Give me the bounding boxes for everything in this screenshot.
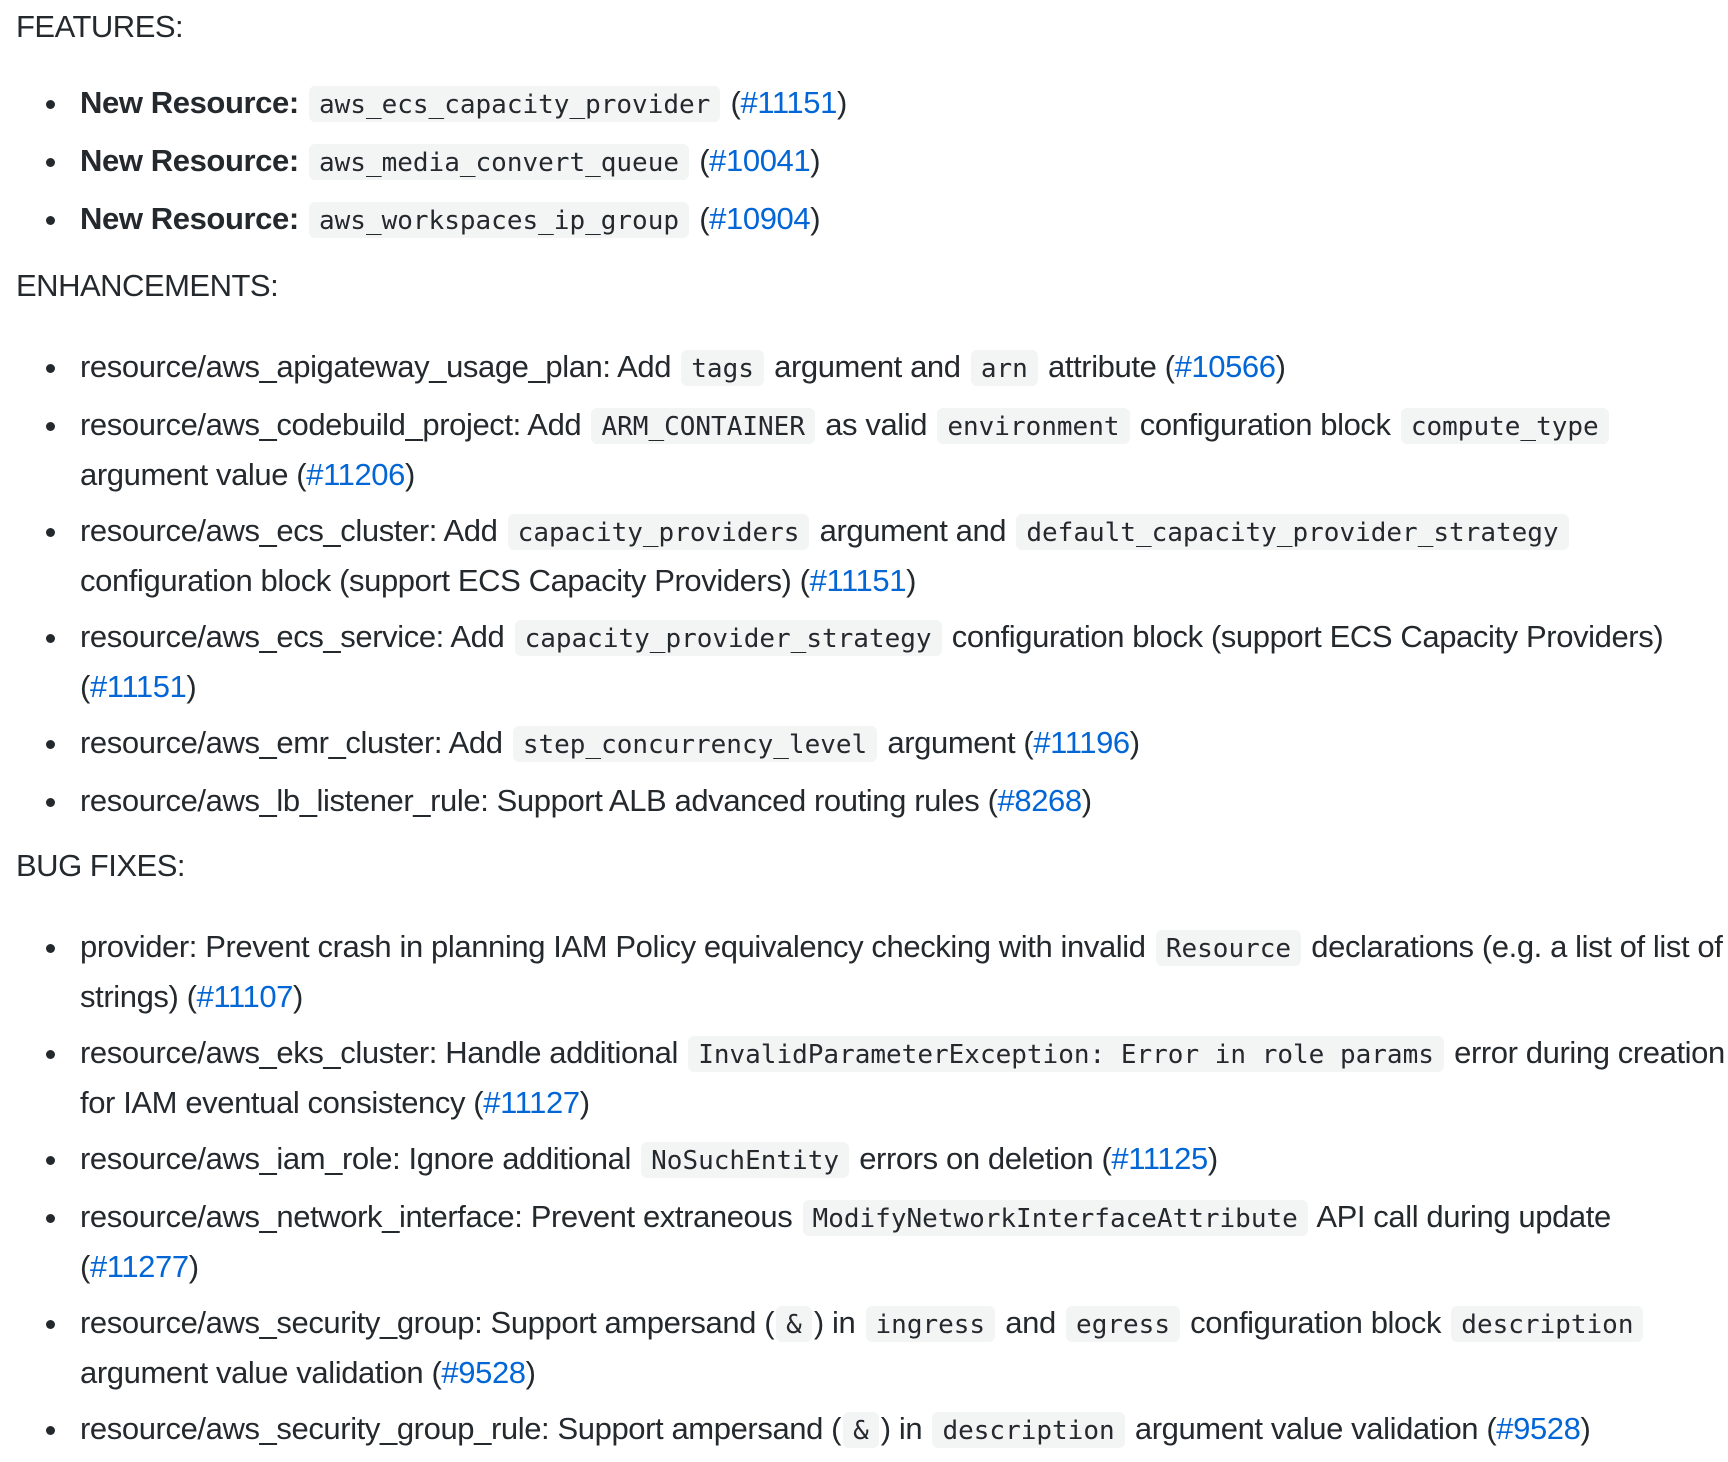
issue-link[interactable]: #9528: [1496, 1411, 1581, 1446]
new-resource-label: New Resource:: [80, 201, 299, 236]
item-text: configuration block: [1181, 1305, 1450, 1340]
item-text: configuration block: [1131, 407, 1399, 442]
inline-code: ARM_CONTAINER: [591, 408, 815, 444]
feature-item: [80, 195, 1728, 245]
item-text: resource/aws_emr_cluster: Add: [80, 725, 511, 760]
inline-code: default_capacity_provider_strategy: [1016, 514, 1568, 550]
bug-fix-item: [80, 1299, 1728, 1397]
inline-code: arn: [971, 350, 1038, 386]
new-resource-label: New Resource:: [80, 143, 299, 178]
item-text: ): [1081, 783, 1092, 818]
item-text: ): [579, 1085, 590, 1120]
item-text: argument value (: [80, 457, 307, 492]
item-text: errors on deletion (: [851, 1141, 1112, 1176]
bug-fixes-list: [16, 923, 1728, 1455]
enhancement-item: [80, 343, 1728, 393]
item-text: ): [404, 457, 415, 492]
enhancement-item: [80, 507, 1728, 605]
issue-link[interactable]: #11125: [1111, 1141, 1208, 1176]
issue-link[interactable]: #11107: [196, 979, 294, 1014]
issue-link[interactable]: #10041: [709, 143, 811, 178]
item-text: API call during update (: [80, 1199, 1611, 1284]
enhancements-list: [16, 343, 1728, 825]
item-text: ): [188, 1249, 199, 1284]
item-text: ): [906, 563, 916, 598]
paren-open: (: [730, 85, 741, 120]
item-text: argument and: [765, 349, 969, 384]
item-text: argument (: [879, 725, 1034, 760]
inline-code: ModifyNetworkInterfaceAttribute: [803, 1200, 1308, 1236]
item-text: ): [525, 1355, 536, 1390]
bug-fix-item: [80, 1405, 1728, 1455]
feature-item: [80, 137, 1728, 187]
paren-close: ): [810, 143, 821, 178]
item-text: resource/aws_iam_role: Ignore additional: [80, 1141, 640, 1176]
item-text: resource/aws_security_group: Support ampersand (: [80, 1305, 775, 1340]
inline-code: compute_type: [1401, 408, 1609, 444]
item-text: configuration block (support ECS Capacity Providers) (: [80, 619, 1664, 704]
inline-code: environment: [937, 408, 1129, 444]
item-text: argument value validation (: [80, 1355, 442, 1390]
inline-code: step_concurrency_level: [513, 726, 877, 762]
item-text: resource/aws_network_interface: Prevent extraneous: [80, 1199, 801, 1234]
issue-link[interactable]: #11151: [809, 563, 907, 598]
item-text: resource/aws_security_group_rule: Support ampersand (: [80, 1411, 842, 1446]
inline-code: tags: [681, 350, 764, 386]
issue-link[interactable]: #9528: [441, 1355, 526, 1390]
inline-code: capacity_providers: [508, 514, 810, 550]
item-text: provider: Prevent crash in planning IAM Policy equivalency checking with invalid: [80, 929, 1154, 964]
paren-close: ): [836, 85, 847, 120]
item-text: ): [1275, 349, 1286, 384]
resource-code: aws_media_convert_queue: [309, 144, 689, 180]
issue-link[interactable]: #10904: [709, 201, 811, 236]
inline-code: capacity_provider_strategy: [515, 620, 942, 656]
feature-item: [80, 79, 1728, 129]
enhancement-item: [80, 777, 1728, 825]
item-text: ): [293, 979, 303, 1014]
issue-link[interactable]: #11206: [306, 457, 405, 492]
new-resource-label: New Resource:: [80, 85, 299, 120]
paren-open: (: [699, 143, 710, 178]
item-text: attribute (: [1039, 349, 1175, 384]
issue-link[interactable]: #8268: [997, 783, 1082, 818]
inline-code: &: [843, 1412, 879, 1448]
features-heading: FEATURES:: [16, 9, 184, 44]
inline-code: description: [932, 1412, 1124, 1448]
issue-link[interactable]: #10566: [1174, 349, 1276, 384]
item-text: configuration block (support ECS Capacity Providers) (: [80, 563, 810, 598]
item-text: error during creation for IAM eventual consistency (: [80, 1035, 1725, 1120]
inline-code: InvalidParameterException: Error in role params: [688, 1036, 1444, 1072]
issue-link[interactable]: #11151: [740, 85, 837, 120]
item-text: resource/aws_codebuild_project: Add: [80, 407, 590, 442]
item-text: argument and: [811, 513, 1015, 548]
bug-fix-item: [80, 1193, 1728, 1291]
paren-open: (: [699, 201, 710, 236]
item-text: and: [997, 1305, 1065, 1340]
item-text: ) in: [880, 1411, 931, 1446]
enhancement-item: [80, 613, 1728, 711]
item-text: resource/aws_eks_cluster: Handle additional: [80, 1035, 687, 1070]
bug-fixes-heading: BUG FIXES:: [16, 848, 185, 883]
issue-link[interactable]: #11277: [89, 1249, 189, 1284]
issue-link[interactable]: #11127: [483, 1085, 580, 1120]
item-text: resource/aws_ecs_cluster: Add: [80, 513, 506, 548]
resource-code: aws_ecs_capacity_provider: [309, 86, 720, 122]
inline-code: &: [776, 1306, 812, 1342]
item-text: declarations (e.g. a list of list of strings) (: [80, 929, 1723, 1014]
inline-code: ingress: [866, 1306, 996, 1342]
inline-code: egress: [1066, 1306, 1180, 1342]
bug-fix-item: [80, 1029, 1728, 1127]
paren-close: ): [810, 201, 821, 236]
enhancement-item: [80, 401, 1728, 499]
enhancement-item: [80, 719, 1728, 769]
item-text: ): [1129, 725, 1140, 760]
item-text: as valid: [816, 407, 936, 442]
item-text: ): [186, 669, 197, 704]
item-text: resource/aws_ecs_service: Add: [80, 619, 513, 654]
item-text: ): [1580, 1411, 1591, 1446]
item-text: ) in: [813, 1305, 864, 1340]
inline-code: Resource: [1156, 930, 1301, 966]
issue-link[interactable]: #11151: [89, 669, 187, 704]
features-list: [16, 79, 1728, 245]
enhancements-heading: ENHANCEMENTS:: [16, 268, 279, 303]
issue-link[interactable]: #11196: [1033, 725, 1130, 760]
inline-code: description: [1451, 1306, 1643, 1342]
item-text: resource/aws_apigateway_usage_plan: Add: [80, 349, 680, 384]
bug-fix-item: [80, 923, 1728, 1021]
resource-code: aws_workspaces_ip_group: [309, 202, 689, 238]
item-text: argument value validation (: [1126, 1411, 1497, 1446]
item-text: resource/aws_lb_listener_rule: Support ALB advanced routing rules (: [80, 783, 998, 818]
inline-code: NoSuchEntity: [641, 1142, 849, 1178]
bug-fix-item: [80, 1135, 1728, 1185]
item-text: ): [1207, 1141, 1218, 1176]
